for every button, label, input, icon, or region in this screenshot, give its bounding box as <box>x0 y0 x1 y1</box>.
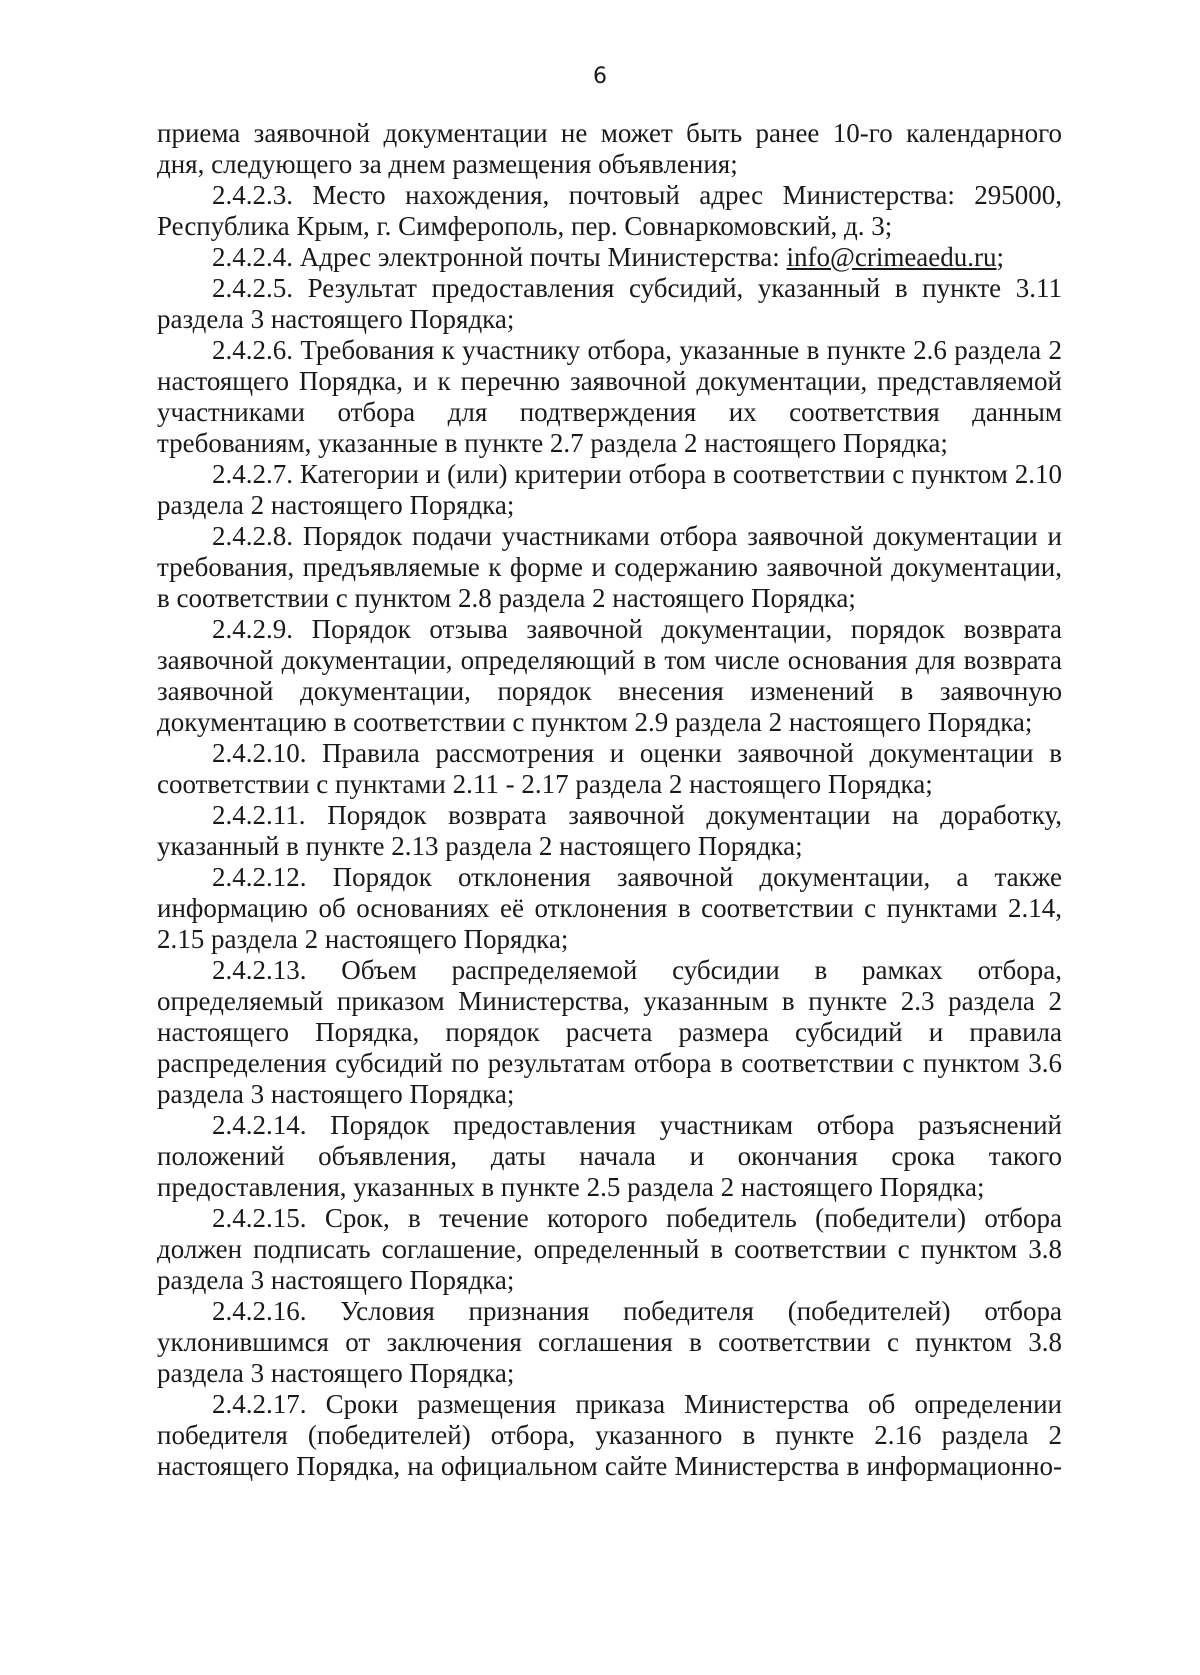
paragraph-2-4-2-4 <box>157 242 1062 273</box>
paragraph-2-4-2-15: 2.4.2.15. Срок, в течение которого победитель (победители) отбора должен подписать соглашение, определенный в соответствии с пунктом 3.8 раздела 3 настоящего Порядка; <box>157 1203 1062 1295</box>
paragraph-2-4-2-12: 2.4.2.12. Порядок отклонения заявочной документации, а также информацию об основаниях её отклонения в соответствии с пунктами 2.14, 2.15 раздела 2 настоящего Порядка; <box>157 862 1062 954</box>
email-link[interactable]: info@crimeaedu.ru <box>786 242 997 272</box>
paragraph-2-4-2-6: 2.4.2.6. Требования к участнику отбора, указанные в пункте 2.6 раздела 2 настоящего Порядка, и к перечню заявочной документации, представляемой участниками отбора для подтверждения их соответствия данным требованиям, указанные в пункте 2.7 раздела 2 настоящего Порядка; <box>157 335 1062 458</box>
email-suffix: ; <box>996 242 1005 272</box>
page-number: 6 <box>593 64 607 89</box>
paragraph-2-4-2-3: 2.4.2.3. Место нахождения, почтовый адрес Министерства: 295000, Республика Крым, г. Симферополь, пер. Совнаркомовский, д. 3; <box>157 180 1062 241</box>
paragraph-2-4-2-8: 2.4.2.8. Порядок подачи участниками отбора заявочной документации и требования, предъявляемые к форме и содержанию заявочной документации, в соответствии с пунктом 2.8 раздела 2 настоящего Порядка; <box>157 521 1062 613</box>
paragraph-2-4-2-10: 2.4.2.10. Правила рассмотрения и оценки заявочной документации в соответствии с пунктами 2.11 - 2.17 раздела 2 настоящего Порядка; <box>157 738 1062 799</box>
paragraph-2-4-2-14: 2.4.2.14. Порядок предоставления участникам отбора разъяснений положений объявления, даты начала и окончания срока такого предоставления, указанных в пункте 2.5 раздела 2 настоящего Порядка; <box>157 1110 1062 1202</box>
paragraph-2-4-2-9: 2.4.2.9. Порядок отзыва заявочной документации, порядок возврата заявочной документации, определяющий в том числе основания для возврата заявочной документации, порядок внесения изменений в заявочную документацию в соответствии с пунктом 2.9 раздела 2 настоящего Порядка; <box>157 614 1062 737</box>
paragraph-2-4-2-17: 2.4.2.17. Сроки размещения приказа Министерства об определении победителя (победителей) отбора, указанного в пункте 2.16 раздела 2 настоящего Порядка, на официальном сайте Министерства в информационно- <box>157 1389 1062 1481</box>
paragraph-2-4-2-7: 2.4.2.7. Категории и (или) критерии отбора в соответствии с пунктом 2.10 раздела 2 настоящего Порядка; <box>157 459 1062 520</box>
paragraph-2-4-2-13: 2.4.2.13. Объем распределяемой субсидии в рамках отбора, определяемый приказом Министерства, указанным в пункте 2.3 раздела 2 настоящего Порядка, порядок расчета размера субсидий и правила распределения субсидий по результатам отбора в соответствии с пунктом 3.6 раздела 3 настоящего Порядка; <box>157 955 1062 1109</box>
paragraph-continuation: приема заявочной документации не может быть ранее 10-го календарного дня, следующего за днем размещения объявления; <box>157 118 1062 179</box>
paragraph-2-4-2-16: 2.4.2.16. Условия признания победителя (победителей) отбора уклонившимся от заключения соглашения в соответствии с пунктом 3.8 раздела 3 настоящего Порядка; <box>157 1296 1062 1388</box>
paragraph-2-4-2-4-text: 2.4.2.4. Адрес электронной почты Министерства: <box>212 242 787 272</box>
document-body <box>157 118 1062 1482</box>
paragraph-2-4-2-11: 2.4.2.11. Порядок возврата заявочной документации на доработку, указанный в пункте 2.13 раздела 2 настоящего Порядка; <box>157 800 1062 861</box>
paragraph-2-4-2-5: 2.4.2.5. Результат предоставления субсидий, указанный в пункте 3.11 раздела 3 настоящего Порядка; <box>157 273 1062 334</box>
